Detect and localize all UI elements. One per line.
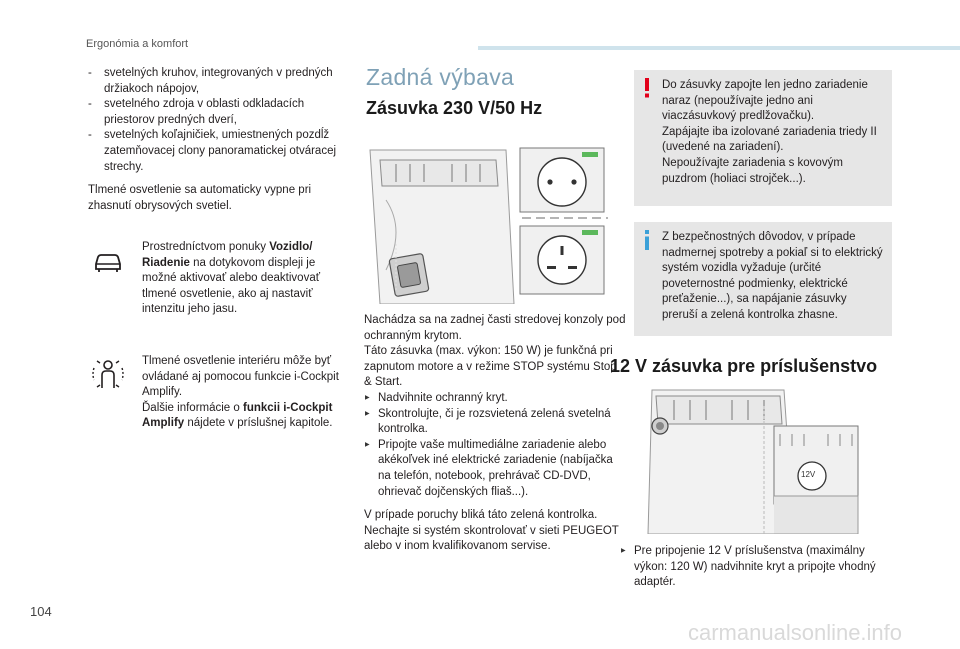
info-text: nájdete v príslušnej kapitole.	[184, 417, 333, 430]
list-item: - svetelných koľajničiek, umiestnených pozdĺž zatemňovacej clony panoramatickej otváracej strechy.	[88, 128, 350, 175]
left-column	[88, 66, 350, 214]
list-item: ▶ Skontrolujte, či je rozsvietená zelená svetelná kontrolka.	[364, 407, 626, 438]
info-box	[634, 222, 892, 336]
steps-list	[364, 391, 626, 500]
touchscreen-info-text	[142, 240, 342, 318]
info-text: Z bezpečnostných dôvodov, v prípade nadmernej spotreby a pokiaľ si to elektrický systém vozidla vyžaduje (určité poveternostné podmienky, elektrické preťaženie...), sa napájanie zásuvky preruší a zelená kontrolka zhasne.	[662, 231, 883, 321]
info-text	[142, 401, 342, 432]
info-text: Tlmené osvetlenie interiéru môže byť ovládané aj pomocou funkcie i-Cockpit Amplify.	[142, 355, 339, 399]
warning-line: Do zásuvky zapojte len jedno zariadenie naraz (nepoužívajte jedno ani viaczásuvkový predlžovačku).	[662, 79, 868, 123]
power-paragraph: Táto zásuvka (max. výkon: 150 W) je funkčná pri zapnutom motore a v režime STOP systému Stop & Start.	[364, 345, 617, 389]
fault-paragraph: V prípade poruchy bliká táto zelená kontrolka. Nechajte si systém skontrolovať v sieti PEUGEOT alebo v inom kvalifikovanom servise.	[364, 509, 619, 553]
driver-icon	[88, 354, 128, 394]
right-step	[620, 544, 890, 591]
location-paragraph: Nachádza sa na zadnej časti stredovej konzoly pod ochranným krytom.	[364, 314, 626, 342]
warning-line: Nepoužívajte zariadenia s kovovým puzdrom (holiaci strojček...).	[662, 156, 843, 185]
socket-230v-illustration	[366, 140, 612, 304]
warning-text	[662, 78, 884, 187]
icockpit-info-text	[142, 354, 342, 432]
socket-12v-illustration	[644, 386, 864, 534]
info-icon	[644, 230, 650, 250]
warning-icon	[644, 78, 650, 98]
header-bar	[478, 46, 960, 50]
info-text: Prostredníctvom ponuky	[142, 241, 270, 253]
info-text: Ďalšie informácie o	[142, 401, 243, 414]
watermark: carmanualsonline.info	[688, 620, 903, 645]
list-item: ▶ Nadvihnite ochranný kryt.	[364, 391, 626, 407]
warning-line: Zapájajte iba izolované zariadenia triedy II (uvedené na zariadení).	[662, 125, 877, 154]
list-item: - svetelného zdroja v oblasti odkladacích priestorov predných dverí,	[88, 97, 350, 128]
menu-name: Vozidlo/ Riadenie	[142, 241, 313, 269]
steps-list	[620, 544, 890, 591]
page-number: 104	[30, 604, 52, 619]
info-text: na dotykovom displeji je možné aktivovať alebo deaktivovať tlmené osvetlenie, ako aj nastaviť intenzitu jeho jasu.	[142, 256, 321, 316]
list-item: ▶ Pre pripojenie 12 V príslušenstva (maximálny výkon: 120 W) nadvihnite kryt a pripojte vhodný adaptér.	[620, 544, 890, 591]
header-title: Ergonómia a komfort	[86, 38, 189, 50]
list-item: - svetelných kruhov, integrovaných v predných držiakoch nápojov,	[88, 66, 350, 97]
socket-230v-title: Zásuvka 230 V/50 Hz	[366, 98, 543, 118]
section-title: Zadná výbava	[366, 64, 515, 90]
middle-column	[364, 313, 626, 555]
car-icon	[88, 240, 128, 280]
dash-list	[88, 66, 350, 175]
auto-off-paragraph: Tlmené osvetlenie sa automaticky vypne pri zhasnutí obrysových svetiel.	[88, 184, 312, 212]
label-12v: 12V	[801, 470, 816, 479]
list-item: ▶ Pripojte vaše multimediálne zariadenie alebo akékoľvek iné elektrické zariadenie (nabíjačka na telefón, notebook, prehrávač CD-DVD, ohrievač dojčenských fliaš...).	[364, 438, 626, 500]
function-name: funkcii i-Cockpit Amplify	[142, 401, 333, 430]
socket-12v-title: 12 V zásuvka pre príslušenstvo	[610, 356, 878, 376]
warning-box	[634, 70, 892, 206]
